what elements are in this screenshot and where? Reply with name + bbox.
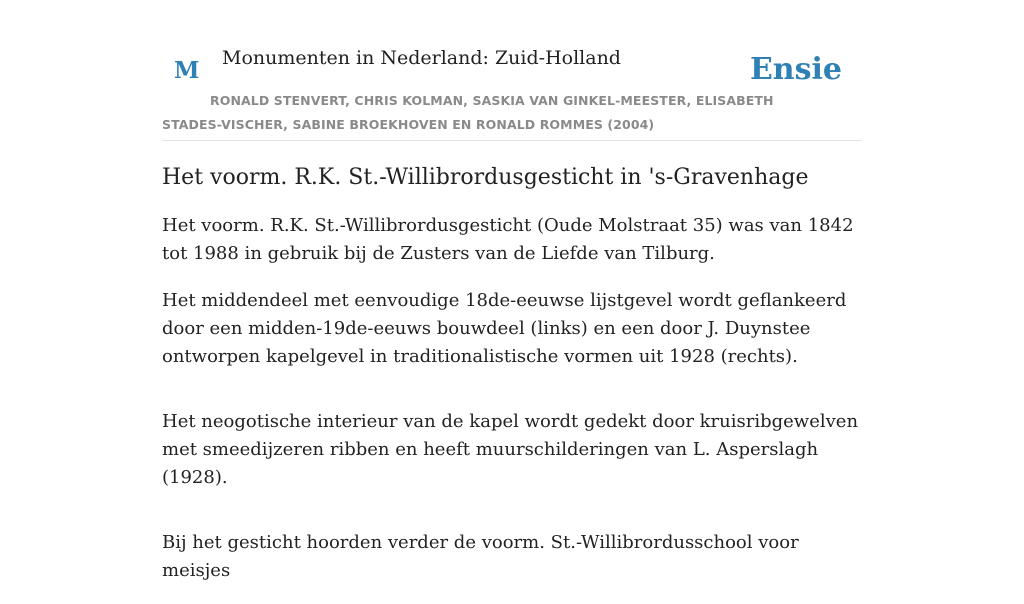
article-paragraph: Het neogotische interieur van de kapel wordt gedekt door kruisribgewelven met smeedijzeren ribben en heeft muurschilderingen van L. Asperslagh (1928). <box>162 411 859 488</box>
page-header <box>162 40 862 141</box>
ensie-logo[interactable]: Ensie <box>749 52 842 87</box>
article-paragraph: Het voorm. R.K. St.-Willibrordusgesticht (Oude Molstraat 35) was van 1842 tot 1988 in gebruik bij de Zusters van de Liefde van Tilburg. <box>162 215 854 264</box>
book-logo[interactable]: M <box>174 57 200 84</box>
article-paragraph: Bij het gesticht hoorden verder de voorm. St.-Willibrordusschool voor meisjes <box>162 532 799 581</box>
article-paragraph: Het middendeel met eenvoudige 18de-eeuwse lijstgevel wordt geflankeerd door een midden-19de-eeuws bouwdeel (links) en een door J. Duynstee ontworpen kapelgevel in traditionalistische vormen uit 1928 (rechts). <box>162 290 847 367</box>
book-authors: RONALD STENVERT, CHRIS KOLMAN, SASKIA VAN GINKEL-MEESTER, ELISABETH STADES-VISCHER, SABINE BROEKHOVEN EN RONALD ROMMES (2004) <box>162 93 774 132</box>
article-title: Het voorm. R.K. St.-Willibrordusgesticht in 's-Gravenhage <box>162 165 809 190</box>
book-title-link[interactable]: Monumenten in Nederland: Zuid-Holland <box>222 47 621 69</box>
article <box>162 160 862 604</box>
